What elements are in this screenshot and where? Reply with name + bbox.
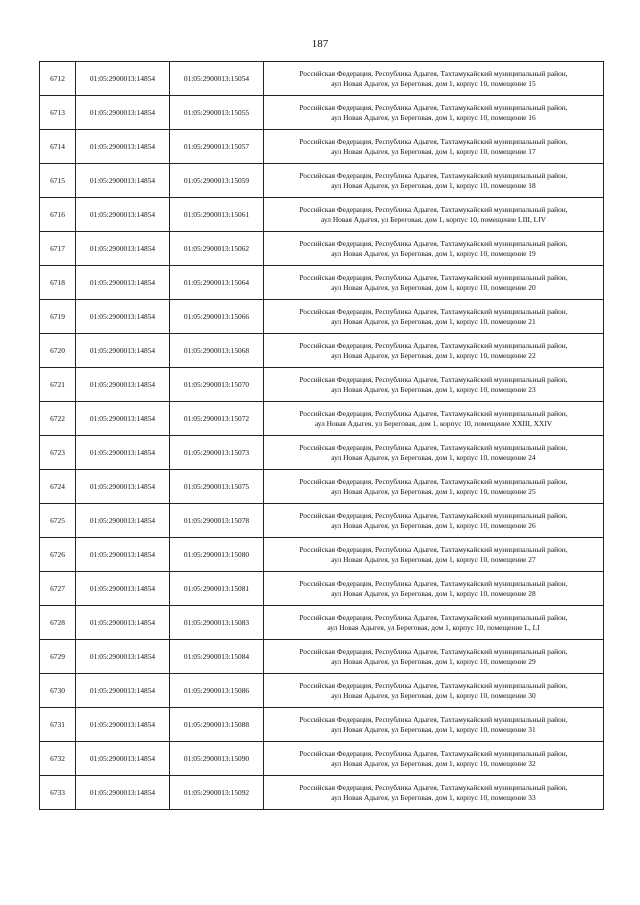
address-line-2: аул Новая Адыгея, ул Береговая, дом 1, корпус 10, помещение L, LI <box>327 622 540 632</box>
records-table-body <box>40 62 604 810</box>
row-number-cell: 6712 <box>40 62 76 96</box>
cadastral-number-cell: 01:05:2900013:15090 <box>170 742 264 776</box>
address-line-1: Российская Федерация, Республика Адыгея, Тахтамукайский муниципальный район, <box>299 136 568 146</box>
row-number-cell: 6721 <box>40 368 76 402</box>
table-row <box>40 368 604 402</box>
address-cell <box>264 640 604 674</box>
parent-cadastral-number-cell: 01:05:2900013:14854 <box>76 266 170 300</box>
address-line-2: аул Новая Адыгея, ул Береговая, дом 1, корпус 10, помещение 31 <box>331 724 536 734</box>
parent-cadastral-number-cell: 01:05:2900013:14854 <box>76 334 170 368</box>
address-line-1: Российская Федерация, Республика Адыгея, Тахтамукайский муниципальный район, <box>299 646 568 656</box>
parent-cadastral-number-cell: 01:05:2900013:14854 <box>76 402 170 436</box>
row-number-cell: 6714 <box>40 130 76 164</box>
address-line-2: аул Новая Адыгея, ул Береговая, дом 1, корпус 10, помещение 16 <box>331 112 536 122</box>
row-number-cell: 6731 <box>40 708 76 742</box>
parent-cadastral-number-cell: 01:05:2900013:14854 <box>76 572 170 606</box>
address-line-1: Российская Федерация, Республика Адыгея, Тахтамукайский муниципальный район, <box>299 544 568 554</box>
cadastral-number-cell: 01:05:2900013:15086 <box>170 674 264 708</box>
address-line-2: аул Новая Адыгея, ул Береговая, дом 1, корпус 10, помещение 20 <box>331 282 536 292</box>
cadastral-number-cell: 01:05:2900013:15084 <box>170 640 264 674</box>
address-line-1: Российская Федерация, Республика Адыгея, Тахтамукайский муниципальный район, <box>299 102 568 112</box>
table-row <box>40 436 604 470</box>
parent-cadastral-number-cell: 01:05:2900013:14854 <box>76 674 170 708</box>
address-cell <box>264 742 604 776</box>
parent-cadastral-number-cell: 01:05:2900013:14854 <box>76 300 170 334</box>
address-line-2: аул Новая Адыгея, ул Береговая, дом 1, корпус 10, помещение 17 <box>331 146 536 156</box>
address-line-2: аул Новая Адыгея, ул Береговая, дом 1, корпус 10, помещение XXIII, XXIV <box>314 418 553 428</box>
table-row <box>40 164 604 198</box>
table-row <box>40 96 604 130</box>
address-line-1: Российская Федерация, Республика Адыгея, Тахтамукайский муниципальный район, <box>299 612 568 622</box>
table-row <box>40 198 604 232</box>
cadastral-number-cell: 01:05:2900013:15068 <box>170 334 264 368</box>
address-line-1: Российская Федерация, Республика Адыгея, Тахтамукайский муниципальный район, <box>299 204 568 214</box>
address-line-2: аул Новая Адыгея, ул Береговая, дом 1, корпус 10, помещение 28 <box>331 588 536 598</box>
table-row <box>40 470 604 504</box>
table-row <box>40 130 604 164</box>
cadastral-number-cell: 01:05:2900013:15061 <box>170 198 264 232</box>
row-number-cell: 6723 <box>40 436 76 470</box>
address-cell <box>264 402 604 436</box>
address-cell <box>264 436 604 470</box>
address-cell <box>264 300 604 334</box>
row-number-cell: 6715 <box>40 164 76 198</box>
address-line-2: аул Новая Адыгея, ул Береговая, дом 1, корпус 10, помещение 22 <box>331 350 536 360</box>
table-row <box>40 402 604 436</box>
row-number-cell: 6726 <box>40 538 76 572</box>
cadastral-number-cell: 01:05:2900013:15073 <box>170 436 264 470</box>
parent-cadastral-number-cell: 01:05:2900013:14854 <box>76 742 170 776</box>
cadastral-number-cell: 01:05:2900013:15066 <box>170 300 264 334</box>
row-number-cell: 6728 <box>40 606 76 640</box>
cadastral-number-cell: 01:05:2900013:15055 <box>170 96 264 130</box>
address-cell <box>264 708 604 742</box>
address-line-2: аул Новая Адыгея, ул Береговая, дом 1, корпус 10, помещение 18 <box>331 180 536 190</box>
table-row <box>40 62 604 96</box>
cadastral-number-cell: 01:05:2900013:15072 <box>170 402 264 436</box>
table-row <box>40 776 604 810</box>
address-cell <box>264 606 604 640</box>
address-cell <box>264 538 604 572</box>
row-number-cell: 6727 <box>40 572 76 606</box>
cadastral-number-cell: 01:05:2900013:15078 <box>170 504 264 538</box>
parent-cadastral-number-cell: 01:05:2900013:14854 <box>76 470 170 504</box>
cadastral-number-cell: 01:05:2900013:15088 <box>170 708 264 742</box>
table-row <box>40 708 604 742</box>
address-line-1: Российская Федерация, Республика Адыгея, Тахтамукайский муниципальный район, <box>299 170 568 180</box>
parent-cadastral-number-cell: 01:05:2900013:14854 <box>76 538 170 572</box>
address-cell <box>264 130 604 164</box>
parent-cadastral-number-cell: 01:05:2900013:14854 <box>76 504 170 538</box>
address-cell <box>264 504 604 538</box>
address-line-1: Российская Федерация, Республика Адыгея, Тахтамукайский муниципальный район, <box>299 306 568 316</box>
records-table <box>39 61 604 810</box>
cadastral-number-cell: 01:05:2900013:15064 <box>170 266 264 300</box>
cadastral-number-cell: 01:05:2900013:15092 <box>170 776 264 810</box>
address-line-2: аул Новая Адыгея, ул Береговая, дом 1, корпус 10, помещение 26 <box>331 520 536 530</box>
table-row <box>40 742 604 776</box>
row-number-cell: 6733 <box>40 776 76 810</box>
address-line-1: Российская Федерация, Республика Адыгея, Тахтамукайский муниципальный район, <box>299 68 568 78</box>
address-line-2: аул Новая Адыгея, ул Береговая, дом 1, корпус 10, помещение 24 <box>331 452 536 462</box>
address-cell <box>264 334 604 368</box>
table-row <box>40 572 604 606</box>
cadastral-number-cell: 01:05:2900013:15075 <box>170 470 264 504</box>
address-line-2: аул Новая Адыгея, ул Береговая, дом 1, корпус 10, помещение LIII, LIV <box>321 214 546 224</box>
address-line-2: аул Новая Адыгея, ул Береговая, дом 1, корпус 10, помещение 19 <box>331 248 536 258</box>
parent-cadastral-number-cell: 01:05:2900013:14854 <box>76 232 170 266</box>
parent-cadastral-number-cell: 01:05:2900013:14854 <box>76 164 170 198</box>
row-number-cell: 6732 <box>40 742 76 776</box>
address-line-2: аул Новая Адыгея, ул Береговая, дом 1, корпус 10, помещение 27 <box>331 554 536 564</box>
address-line-1: Российская Федерация, Республика Адыгея, Тахтамукайский муниципальный район, <box>299 442 568 452</box>
address-line-2: аул Новая Адыгея, ул Береговая, дом 1, корпус 10, помещение 30 <box>331 690 536 700</box>
row-number-cell: 6719 <box>40 300 76 334</box>
table-row <box>40 674 604 708</box>
table-row <box>40 606 604 640</box>
address-line-1: Российская Федерация, Республика Адыгея, Тахтамукайский муниципальный район, <box>299 578 568 588</box>
row-number-cell: 6724 <box>40 470 76 504</box>
table-row <box>40 504 604 538</box>
table-row <box>40 334 604 368</box>
cadastral-number-cell: 01:05:2900013:15081 <box>170 572 264 606</box>
address-line-1: Российская Федерация, Республика Адыгея, Тахтамукайский муниципальный район, <box>299 272 568 282</box>
table-row <box>40 232 604 266</box>
row-number-cell: 6729 <box>40 640 76 674</box>
parent-cadastral-number-cell: 01:05:2900013:14854 <box>76 708 170 742</box>
row-number-cell: 6720 <box>40 334 76 368</box>
row-number-cell: 6717 <box>40 232 76 266</box>
table-row <box>40 538 604 572</box>
table-row <box>40 300 604 334</box>
address-cell <box>264 164 604 198</box>
address-line-2: аул Новая Адыгея, ул Береговая, дом 1, корпус 10, помещение 33 <box>331 792 536 802</box>
address-cell <box>264 198 604 232</box>
page-number: 187 <box>311 38 329 50</box>
cadastral-number-cell: 01:05:2900013:15054 <box>170 62 264 96</box>
address-line-1: Российская Федерация, Республика Адыгея, Тахтамукайский муниципальный район, <box>299 510 568 520</box>
address-cell <box>264 62 604 96</box>
cadastral-number-cell: 01:05:2900013:15070 <box>170 368 264 402</box>
address-line-2: аул Новая Адыгея, ул Береговая, дом 1, корпус 10, помещение 23 <box>331 384 536 394</box>
parent-cadastral-number-cell: 01:05:2900013:14854 <box>76 436 170 470</box>
address-line-1: Российская Федерация, Республика Адыгея, Тахтамукайский муниципальный район, <box>299 408 568 418</box>
address-line-2: аул Новая Адыгея, ул Береговая, дом 1, корпус 10, помещение 15 <box>331 78 536 88</box>
parent-cadastral-number-cell: 01:05:2900013:14854 <box>76 640 170 674</box>
address-cell <box>264 96 604 130</box>
cadastral-number-cell: 01:05:2900013:15057 <box>170 130 264 164</box>
address-line-1: Российская Федерация, Республика Адыгея, Тахтамукайский муниципальный район, <box>299 238 568 248</box>
address-cell <box>264 674 604 708</box>
address-line-2: аул Новая Адыгея, ул Береговая, дом 1, корпус 10, помещение 29 <box>331 656 536 666</box>
address-line-1: Российская Федерация, Республика Адыгея, Тахтамукайский муниципальный район, <box>299 714 568 724</box>
address-cell <box>264 368 604 402</box>
row-number-cell: 6716 <box>40 198 76 232</box>
address-cell <box>264 572 604 606</box>
address-line-1: Российская Федерация, Республика Адыгея, Тахтамукайский муниципальный район, <box>299 748 568 758</box>
row-number-cell: 6730 <box>40 674 76 708</box>
parent-cadastral-number-cell: 01:05:2900013:14854 <box>76 368 170 402</box>
address-cell <box>264 776 604 810</box>
cadastral-number-cell: 01:05:2900013:15083 <box>170 606 264 640</box>
address-line-2: аул Новая Адыгея, ул Береговая, дом 1, корпус 10, помещение 21 <box>331 316 536 326</box>
parent-cadastral-number-cell: 01:05:2900013:14854 <box>76 62 170 96</box>
address-line-1: Российская Федерация, Республика Адыгея, Тахтамукайский муниципальный район, <box>299 782 568 792</box>
table-row <box>40 640 604 674</box>
address-line-1: Российская Федерация, Республика Адыгея, Тахтамукайский муниципальный район, <box>299 476 568 486</box>
parent-cadastral-number-cell: 01:05:2900013:14854 <box>76 96 170 130</box>
table-row <box>40 266 604 300</box>
row-number-cell: 6713 <box>40 96 76 130</box>
address-line-1: Российская Федерация, Республика Адыгея, Тахтамукайский муниципальный район, <box>299 680 568 690</box>
row-number-cell: 6718 <box>40 266 76 300</box>
row-number-cell: 6725 <box>40 504 76 538</box>
address-cell <box>264 470 604 504</box>
address-line-1: Российская Федерация, Республика Адыгея, Тахтамукайский муниципальный район, <box>299 340 568 350</box>
parent-cadastral-number-cell: 01:05:2900013:14854 <box>76 130 170 164</box>
address-line-2: аул Новая Адыгея, ул Береговая, дом 1, корпус 10, помещение 32 <box>331 758 536 768</box>
address-line-2: аул Новая Адыгея, ул Береговая, дом 1, корпус 10, помещение 25 <box>331 486 536 496</box>
address-cell <box>264 232 604 266</box>
cadastral-number-cell: 01:05:2900013:15080 <box>170 538 264 572</box>
parent-cadastral-number-cell: 01:05:2900013:14854 <box>76 606 170 640</box>
parent-cadastral-number-cell: 01:05:2900013:14854 <box>76 198 170 232</box>
row-number-cell: 6722 <box>40 402 76 436</box>
cadastral-number-cell: 01:05:2900013:15062 <box>170 232 264 266</box>
cadastral-number-cell: 01:05:2900013:15059 <box>170 164 264 198</box>
parent-cadastral-number-cell: 01:05:2900013:14854 <box>76 776 170 810</box>
address-cell <box>264 266 604 300</box>
address-line-1: Российская Федерация, Республика Адыгея, Тахтамукайский муниципальный район, <box>299 374 568 384</box>
